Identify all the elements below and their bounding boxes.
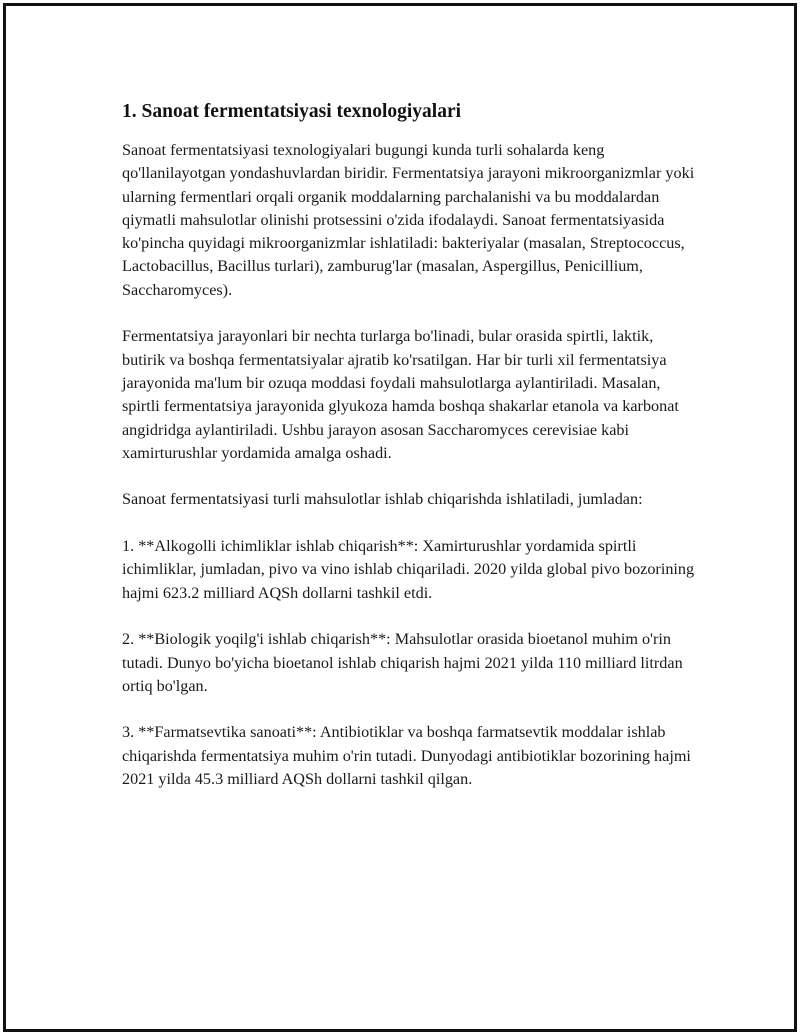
section-heading: 1. Sanoat fermentatsiyasi texnologiyalari <box>122 101 462 122</box>
page-frame <box>3 3 797 1032</box>
list-item-pharmaceutical: 3. **Farmatsevtika sanoati**: Antibiotiklar va boshqa farmatsevtik moddalar ishlab chiqarishda fermentatsiya muhim o'rin tutadi. Dunyodagi antibiotiklar bozorining hajmi 2021 yilda 45.3 milliard AQSh dollarni tashkil qilgan. <box>122 723 691 789</box>
document-body <box>122 100 696 791</box>
list-item-biofuel: 2. **Biologik yoqilg'i ishlab chiqarish**: Mahsulotlar orasida bioetanol muhim o'rin tutadi. Dunyo bo'yicha bioetanol ishlab chiqarish hajmi 2021 yilda 110 milliard litrdan ortiq bo'lgan. <box>122 630 683 695</box>
paragraph-fermentation-types: Fermentatsiya jarayonlari bir nechta turlarga bo'linadi, bular orasida spirtli, laktik, butirik va boshqa fermentatsiyalar ajratib ko'rsatilgan. Har bir turli xil fermentatsiya jarayonida ma'lum bir ozuqa moddasi foydali mahsulotlarga aylantiriladi. Masalan, spirtli fermentatsiya jarayonida glyukoza hamda boshqa shakarlar etanola va karbonat angidridga aylantiriladi. Ushbu jarayon asosan Saccharomyces cerevisiae kabi xamirturushlar yordamida amalga oshadi. <box>122 327 679 462</box>
list-item-alcoholic-beverages: 1. **Alkogolli ichimliklar ishlab chiqarish**: Xamirturushlar yordamida spirtli ichimliklar, jumladan, pivo va vino ishlab chiqariladi. 2020 yilda global pivo bozorining hajmi 623.2 milliard AQSh dollarni tashkil etdi. <box>122 537 695 602</box>
paragraph-applications-intro: Sanoat fermentatsiyasi turli mahsulotlar ishlab chiqarishda ishlatiladi, jumladan: <box>122 490 643 509</box>
paragraph-intro: Sanoat fermentatsiyasi texnologiyalari bugungi kunda turli sohalarda keng qo'llanilayotgan yondashuvlardan biridir. Fermentatsiya jarayoni mikroorganizmlar yoki ularning fermentlari orqali organik moddalarning parchalanishi va bu moddalardan qiymatli mahsulotlar olinishi protsessini o'zida ifodalaydi. Sanoat fermentatsiyasida ko'pincha quyidagi mikroorganizmlar ishlatiladi: bakteriyalar (masalan, Streptococcus, Lactobacillus, Bacillus turlari), zamburug'lar (masalan, Aspergillus, Penicillium, Saccharomyces). <box>122 141 695 299</box>
